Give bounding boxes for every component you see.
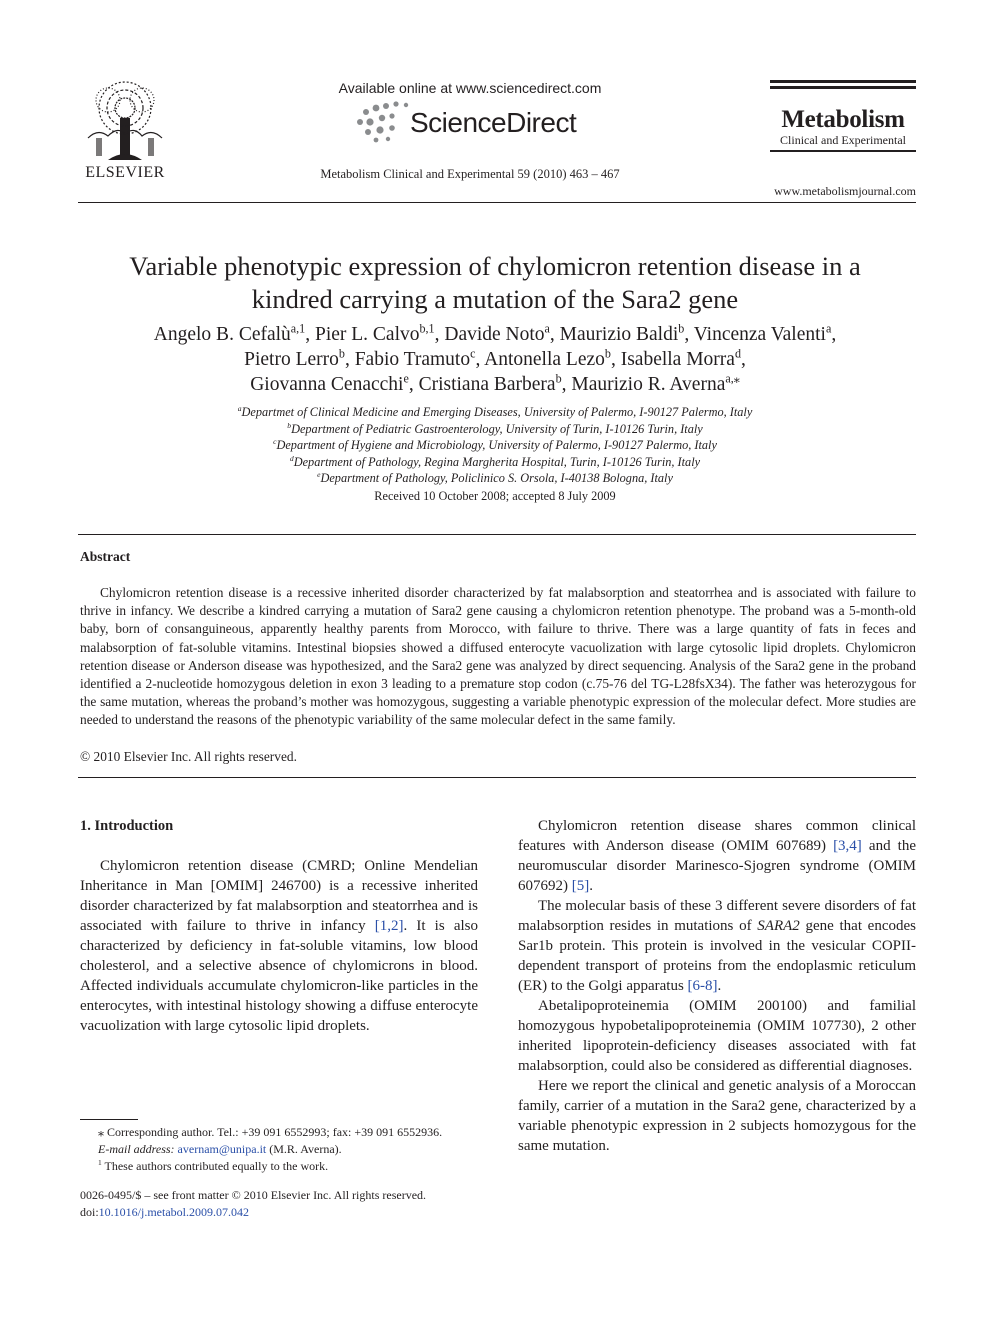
footnote-text: Corresponding author. Tel.: +39 091 6552993; fax: +39 091 6552936. <box>107 1125 443 1139</box>
affiliation <box>150 421 840 438</box>
author-affiliation-mark: c <box>470 346 476 361</box>
email-link[interactable]: avernam@unipa.it <box>177 1142 267 1156</box>
author-name: Antonella Lezo <box>484 349 605 370</box>
author-affiliation-mark: e <box>403 371 409 386</box>
author-name: Vincenza Valenti <box>693 324 826 345</box>
author-name: Fabio Tramuto <box>354 349 471 370</box>
front-matter <box>80 1187 490 1221</box>
affiliation-text: Department of Pediatric Gastroenterology, University of Turin, I-10126 Turin, Italy <box>291 421 703 436</box>
paragraph-text: The molecular basis of these 3 different severe disorders of fat malabsorption resides in mutations of <box>518 898 916 934</box>
affiliation-mark: a <box>237 403 242 413</box>
abstract-copyright: © 2010 Elsevier Inc. All rights reserved. <box>80 749 297 764</box>
paragraph-text: gene that encodes Sar1b protein. This protein is involved in the vesicular COPII-dependent transport of proteins from the endoplasmic reticulum (ER) to the Golgi apparatus <box>518 918 916 994</box>
email-owner: (M.R. Averna). <box>269 1142 342 1156</box>
author-name: Maurizio Baldi <box>559 324 679 345</box>
paragraph-text: . It is also characterized by deficiency in fat-soluble vitamins, low blood cholesterol, and a selective absence of chylomicrons in blood. Affected individuals accumulate chylomicron-like particles in the enterocytes, with intestinal histology showing a diffuse enterocyte vacuolization with large cytosolic lipid droplets. <box>80 918 478 1034</box>
paragraph-text: SARA2 <box>757 918 800 934</box>
footnote-email <box>80 1141 480 1158</box>
author-name: Isabella Morra <box>620 349 735 370</box>
publisher-logo-text: ELSEVIER <box>85 164 165 181</box>
author-name: Giovanna Cenacchi <box>250 374 404 395</box>
journal-subtitle: Clinical and Experimental <box>780 133 906 147</box>
affiliation-text: Department of Pathology, Policlinico S. Orsola, I-40138 Bologna, Italy <box>320 471 673 486</box>
journal-name: Metabolism <box>781 106 905 133</box>
sciencedirect-logo-text: ScienceDirect <box>410 107 577 138</box>
available-online-text: Available online at www.sciencedirect.com <box>338 80 602 96</box>
paragraph-text: Abetalipoproteinemia (OMIM 200100) and familial homozygous hypobetalipoproteinemia (OMIM 107730), 2 other inherited lipoprotein-deficiency diseases associated with fat malabsorption, could also be considered as differential diagnoses. <box>518 998 916 1074</box>
journal-logo-bars <box>770 80 916 92</box>
author-affiliation-mark: b <box>604 346 611 361</box>
author-affiliation-mark: a,1 <box>290 321 306 336</box>
author-affiliation-mark: a,⁎ <box>725 371 740 386</box>
paragraph-text: . <box>717 978 722 994</box>
paragraph <box>80 856 478 1036</box>
paragraph <box>518 896 916 996</box>
abstract-heading: Abstract <box>80 549 131 564</box>
author-name: Pier L. Calvo <box>314 324 420 345</box>
footnote-mark: 1 <box>98 1158 102 1167</box>
author-name: Davide Noto <box>444 324 545 345</box>
affiliation <box>150 437 840 454</box>
author-affiliation-mark: a <box>825 321 832 336</box>
author-name: Maurizio R. Averna <box>571 374 726 395</box>
citation-link[interactable]: [6-8] <box>687 978 718 994</box>
affiliation-text: Departmet of Clinical Medicine and Emerging Diseases, University of Palermo, I-90127 Palermo, Italy <box>241 405 753 419</box>
email-label: E-mail address: <box>98 1142 175 1156</box>
affiliation-text: Department of Hygiene and Microbiology, University of Palermo, I-90127 Palermo, Italy <box>276 438 717 453</box>
affiliation-text: Department of Pathology, Regina Margherita Hospital, Turin, I-10126 Turin, Italy <box>293 454 701 469</box>
abstract-top-divider <box>78 534 916 535</box>
journal-citation: Metabolism Clinical and Experimental 59 (2010) 463 – 467 <box>320 167 620 181</box>
article-title <box>90 250 900 316</box>
section-heading-introduction: 1. Introduction <box>80 818 174 834</box>
author-name: Angelo B. Cefalù <box>153 324 291 345</box>
abstract-body: Chylomicron retention disease is a recessive inherited disorder characterized by fat malabsorption and steatorrhea and is associated with failure to thrive in infancy. We describe a kindred carrying a mutation of Sara2 gene causing a chylomicron retention phenotype. The proband was a 5-month-old baby, born of consanguineous, apparently healthy parents from Morocco, with failure to thrive. There was a large quantity of fats in feces and malabsorption of fat-soluble vitamins. Intestinal biopsies showed a diffused enterocyte vacuolization with large cytosolic lipid droplets. Chylomicron retention disease or Anderson disease was hypothesized, and the Sara2 gene was analyzed by direct sequencing. Analysis of the Sara2 gene in the proband identified a 2-nucleotide homozygous deletion in exon 3 leading to a premature stop codon (c.75-76 del TG-L28fsX34). The father was heterozygous for the same mutation, whereas the proband’s mother was homozygous, suggesting a variable phenotypic expression of the molecular defect. More studies are needed to understand the reasons of the phenotypic variability of the same molecular defect in the same family. <box>80 585 916 728</box>
affiliation-mark: e <box>317 470 321 480</box>
author-affiliation-mark: a <box>544 321 550 336</box>
received-dates: Received 10 October 2008; accepted 8 July 2009 <box>374 489 616 503</box>
affiliation-mark: d <box>289 453 294 463</box>
journal-logo-divider <box>770 150 916 152</box>
doi-label: doi: <box>80 1205 99 1219</box>
paragraph <box>518 1076 916 1156</box>
affiliation <box>150 454 840 471</box>
affiliation-list <box>150 404 840 487</box>
author-affiliation-mark: d <box>734 346 741 361</box>
author-list: Angelo B. Cefalù$^{a,1}$, Pier L. Calvo$^{b,1}$, Davide Noto$^a$, Maurizio Baldi$^b$, Vincenza Valenti$^a$, Pietro Lerro$^b$, Fabio Tramuto$^c$, Antonella Lezo$^b$, Isabella Morra$^d$, Giovanna Cenacchi$^e$, Cristiana Barbera$^b$, Maurizio R. Averna$^{a,⁎}$ <box>153 321 837 395</box>
header-divider <box>78 202 916 203</box>
paragraph <box>518 996 916 1076</box>
footnote-corresponding <box>80 1124 480 1141</box>
journal-url-link[interactable]: www.metabolismjournal.com <box>774 184 916 198</box>
doi-line <box>80 1204 490 1221</box>
paragraph-text: Here we report the clinical and genetic analysis of a Moroccan family, carrier of a mutation in the Sara2 gene, characterized by a variable phenotypic expression in 2 subjects homozygous for the same mutation. <box>518 1078 916 1154</box>
author-affiliation-mark: b <box>338 346 345 361</box>
abstract-bottom-divider <box>78 777 916 778</box>
author-affiliation-mark: b <box>678 321 685 336</box>
affiliation <box>150 470 840 487</box>
citation-link[interactable]: [5] <box>571 878 590 894</box>
doi-link[interactable]: 10.1016/j.metabol.2009.07.042 <box>98 1205 249 1219</box>
affiliation <box>150 404 840 421</box>
paragraph-text: Chylomicron retention disease (CMRD; Online Mendelian Inheritance in Man [OMIM] 246700) is a recessive inherited disorder characterized by fat malabsorption and steatorrhea and is associated with failure to thrive in infancy <box>80 858 478 934</box>
citation-link[interactable]: [1,2] <box>374 918 404 934</box>
left-column <box>80 856 478 1036</box>
citation-link[interactable]: [3,4] <box>833 838 862 854</box>
footnote-divider <box>80 1119 138 1120</box>
paragraph-text: . <box>589 878 593 894</box>
front-matter-text: 0026-0495/$ – see front matter © 2010 Elsevier Inc. All rights reserved. <box>80 1188 427 1202</box>
affiliation-mark: c <box>273 437 277 447</box>
footnote-equal-contribution <box>80 1158 480 1175</box>
article-title-line: kindred carrying a mutation of the Sara2 gene <box>251 284 739 314</box>
author-name: Cristiana Barbera <box>418 374 556 395</box>
paragraph <box>518 816 916 896</box>
author-affiliation-mark: b <box>555 371 562 386</box>
author-affiliation-mark: b,1 <box>419 321 435 336</box>
author-name: Pietro Lerro <box>244 349 339 370</box>
footnote-text: These authors contributed equally to the work. <box>104 1159 329 1173</box>
article-title-line: Variable phenotypic expression of chylomicron retention disease in a <box>129 251 861 281</box>
footnotes <box>80 1124 480 1175</box>
footnote-mark: ⁎ <box>98 1125 104 1139</box>
affiliation-mark: b <box>287 420 292 430</box>
right-column <box>518 816 916 1156</box>
paragraph-text: Chylomicron retention disease shares common clinical features with Anderson disease (OMIM 607689) <box>518 818 916 854</box>
paragraph-text: and the neuromuscular disorder Marinesco-Sjogren syndrome (OMIM 607692) <box>518 838 916 894</box>
